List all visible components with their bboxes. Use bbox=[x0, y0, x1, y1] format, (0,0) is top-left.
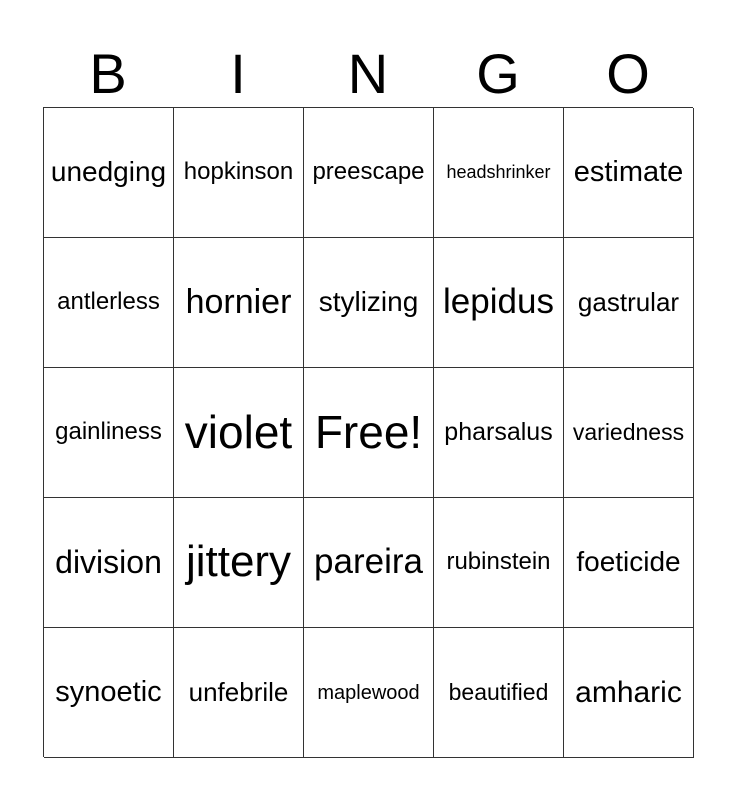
cell-word: foeticide bbox=[576, 546, 681, 578]
cell-word: division bbox=[55, 543, 162, 580]
free-space[interactable] bbox=[304, 368, 434, 498]
bingo-cell[interactable] bbox=[564, 108, 694, 238]
header-letter-i: I bbox=[230, 42, 246, 105]
cell-word: preescape bbox=[312, 158, 425, 186]
bingo-cell[interactable] bbox=[564, 238, 694, 368]
bingo-cell[interactable] bbox=[174, 238, 304, 368]
bingo-cell[interactable] bbox=[174, 628, 304, 758]
cell-word: stylizing bbox=[318, 286, 419, 318]
cell-word: variedness bbox=[572, 418, 685, 445]
cell-word: headshrinker bbox=[446, 161, 551, 182]
bingo-cell[interactable] bbox=[434, 108, 564, 238]
bingo-board bbox=[43, 107, 693, 757]
cell-word: jittery bbox=[185, 537, 292, 587]
cell-word: pareira bbox=[314, 542, 423, 582]
bingo-cell[interactable] bbox=[434, 368, 564, 498]
cell-word: beautified bbox=[448, 678, 549, 705]
bingo-cell[interactable] bbox=[564, 498, 694, 628]
cell-word: maplewood bbox=[317, 681, 420, 704]
header-letter-n: N bbox=[347, 42, 389, 105]
bingo-cell[interactable] bbox=[304, 498, 434, 628]
bingo-cell[interactable] bbox=[304, 108, 434, 238]
bingo-cell[interactable] bbox=[564, 628, 694, 758]
cell-word: unfebrile bbox=[188, 677, 289, 708]
bingo-cell[interactable] bbox=[44, 628, 174, 758]
bingo-cell[interactable] bbox=[434, 628, 564, 758]
bingo-cell[interactable] bbox=[174, 108, 304, 238]
cell-word: synoetic bbox=[55, 675, 162, 708]
cell-word: gainliness bbox=[55, 418, 162, 446]
bingo-cell[interactable] bbox=[304, 628, 434, 758]
cell-word: rubinstein bbox=[446, 548, 551, 576]
cell-word: Free! bbox=[314, 406, 423, 459]
bingo-cell[interactable] bbox=[174, 498, 304, 628]
bingo-cell[interactable] bbox=[44, 498, 174, 628]
cell-word: amharic bbox=[575, 676, 682, 709]
cell-word: gastrular bbox=[577, 287, 680, 318]
cell-word: unedging bbox=[50, 156, 167, 188]
bingo-cell[interactable] bbox=[304, 238, 434, 368]
cell-word: antlerless bbox=[57, 288, 160, 316]
bingo-cell[interactable] bbox=[434, 238, 564, 368]
cell-word: hornier bbox=[185, 282, 292, 321]
header-letter-g: G bbox=[476, 42, 520, 105]
cell-word: lepidus bbox=[443, 282, 554, 322]
bingo-cell[interactable] bbox=[44, 108, 174, 238]
cell-word: hopkinson bbox=[183, 158, 294, 186]
cell-word: violet bbox=[184, 406, 293, 459]
bingo-cell[interactable] bbox=[44, 368, 174, 498]
bingo-cell[interactable] bbox=[564, 368, 694, 498]
bingo-cell[interactable] bbox=[434, 498, 564, 628]
cell-word: estimate bbox=[573, 155, 684, 188]
bingo-cell[interactable] bbox=[44, 238, 174, 368]
header-letter-b: B bbox=[89, 42, 127, 105]
bingo-cell[interactable] bbox=[174, 368, 304, 498]
cell-word: pharsalus bbox=[444, 417, 553, 446]
bingo-header bbox=[43, 40, 693, 108]
header-letter-o: O bbox=[606, 42, 650, 105]
